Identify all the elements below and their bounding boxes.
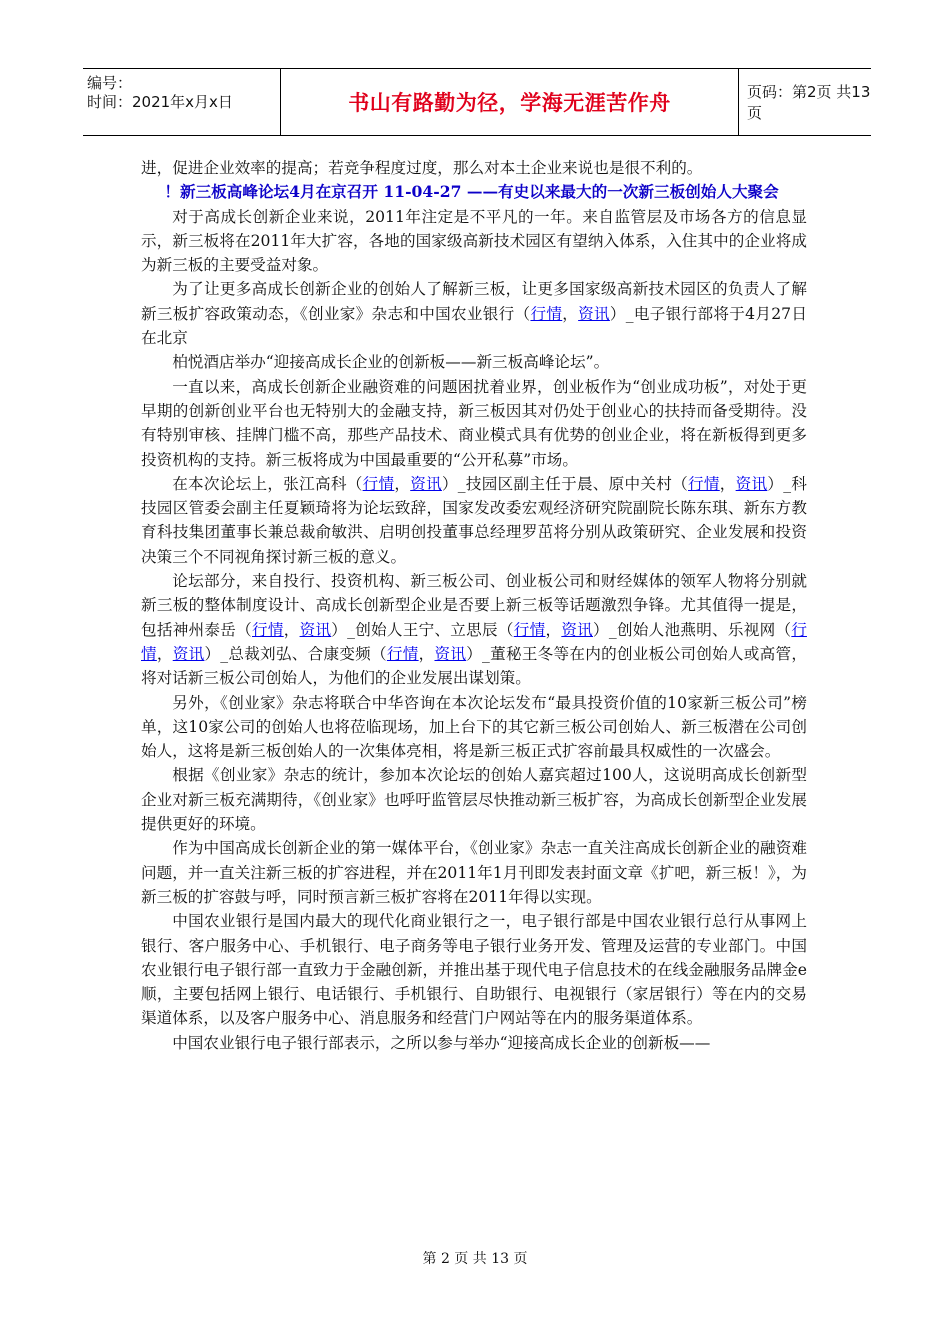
quote-link[interactable]: 行情 [513,620,546,639]
news-link[interactable]: 资讯 [299,620,332,639]
quote-link[interactable]: 行情 [386,644,419,663]
paragraph: 根据《创业家》杂志的统计，参加本次论坛的创始人嘉宾超过100人，这说明高成长创新型企业对新三板充满期待，《创业家》也呼吁监管层尽快推动新三板扩容，为高成长创新型企业发展提供更好的环境。 [141,766,807,834]
text-run: ）_总裁刘弘、合康变频（ [204,644,387,663]
link-separator: ， [418,644,435,663]
paragraph [141,472,807,569]
paragraph: 中国农业银行是国内最大的现代化商业银行之一，电子银行部是中国农业银行总行从事网上银行、客户服务中心、手机银行、电子商务等电子银行业务开发、管理及运营的专业部门。中国农业银行电子银行部一直致力于金融创新，并推出基于现代电子信息技术的在线金融服务品牌金e顺，主要包括网上银行、电话银行、手机银行、自助银行、电视银行（家居银行）等在内的交易渠道体系，以及客户服务中心、消息服务和经营门户网站等在内的服务渠道体系。 [141,912,807,1028]
paragraph: 对于高成长创新企业来说，2011年注定是不平凡的一年。来自监管层及市场各方的信息显示，新三板将在2011年大扩容，各地的国家级高新技术园区有望纳入体系，入住其中的企业将成为新三板的主要受益对象。 [141,207,807,275]
paragraph [141,569,807,690]
document-body [141,156,807,1055]
news-link[interactable]: 资讯 [172,644,205,663]
link-separator: ， [545,620,562,639]
header-page-label: 页码：第2页 共13页 [747,83,871,122]
news-link[interactable]: 资讯 [578,304,610,323]
link-separator: ， [283,620,300,639]
page-footer: 第 2 页 共 13 页 [422,1251,528,1267]
quote-link[interactable]: 行情 [688,474,720,493]
link-separator: ， [394,474,411,493]
paragraph: 中国农业银行电子银行部表示，之所以参与举办“迎接高成长企业的创新板—— [172,1033,711,1052]
quote-link[interactable]: 行情 [530,304,563,323]
text-run: 为了让更多高成长创新企业的创始人了解新三板，让更多国家级高新技术园区的负责人了解新三板扩容政策动态，《创业家》杂志和中国农业银行（ [141,280,807,323]
link-separator: ， [156,644,173,663]
text-run: ）_电子银行部将于4月27日在北京 [141,304,807,348]
text-run: ）_技园区副主任于晨、原中关村（ [441,474,689,493]
quote-link[interactable]: 行情 [362,474,395,493]
paragraph-continued: 进，促进企业效率的提高；若竞争程度过度，那么对本土企业来说也是很不利的。 [141,159,703,177]
paragraph: 另外，《创业家》杂志将联合中华咨询在本次论坛发布“最具投资价值的10家新三板公司”榜单，这10家公司的创始人也将莅临现场，加上台下的其它新三板公司创始人、新三板潜在公司创始人，这将是新三板创始人的一次集体亮相，将是新三板正式扩容前最具权威性的一次盛会。 [141,693,807,761]
text-run: ）_创始人池燕明、乐视网（ [593,620,792,639]
paragraph [141,277,807,350]
header-motto-cell [281,69,739,135]
header-meta [83,69,281,135]
article-title: ！新三板高峰论坛4月在京召开 11-04-27 ——有史以来最大的一次新三板创始人大聚会 [164,182,779,202]
header-motto: 书山有路勤为径，学海无涯苦作舟 [348,91,671,115]
quote-link[interactable]: 行情 [141,620,807,663]
header-date-label: 时间：2021年x月x日 [87,93,233,111]
link-separator: ， [562,304,579,323]
text-run: 在本次论坛上，张江高科（ [172,474,363,493]
news-link[interactable]: 资讯 [434,644,467,663]
text-run: ）_科技园区管委会副主任夏颖琦将为论坛致辞，国家发改委宏观经济研究院副院长陈东琪、新东方教育科技集团董事长兼总裁俞敏洪、启明创投董事总经理罗茁将分别从政策研究、企业发展和投资决策三个不同视角探讨新三板的意义。 [141,474,807,566]
header-page-cell [739,69,871,135]
news-link[interactable]: 资讯 [561,620,594,639]
page-header [83,68,871,136]
paragraph: 柏悦酒店举办“迎接高成长企业的创新板——新三板高峰论坛”。 [172,353,610,372]
paragraph: 一直以来，高成长创新企业融资难的问题困扰着业界，创业板作为“创业成功板”，对处于更早期的创新创业平台也无特别大的金融支持，新三板因其对仍处于创业心的扶持而备受期待。没有特别审核、挂牌门槛不高，那些产品技术、商业模式具有优势的创业企业，将在新板得到更多投资机构的支持。新三板将成为中国最重要的“公开私募”市场。 [141,377,807,469]
news-link[interactable]: 资讯 [735,474,768,493]
paragraph: 作为中国高成长创新企业的第一媒体平台，《创业家》杂志一直关注高成长创新企业的融资难问题，并一直关注新三板的扩容进程，并在2011年1月刊即发表封面文章《扩吧，新三板！》，为新三板的扩容鼓与呼，同时预言新三板扩容将在2011年得以实现。 [141,839,807,906]
text-run: 论坛部分，来自投行、投资机构、新三板公司、创业板公司和财经媒体的领军人物将分别就新三板的整体制度设计、高成长创新型企业是否要上新三板等话题激烈争锋。尤其值得一提是，包括神州泰岳（ [141,572,807,639]
text-run: ）_创始人王宁、立思辰（ [331,620,514,639]
text-run: ）_董秘王冬等在内的创业板公司创始人或高管，将对话新三板公司创始人，为他们的企业发展出谋划策。 [141,644,807,688]
link-separator: ， [719,474,736,493]
quote-link[interactable]: 行情 [251,620,284,639]
header-number-label: 编号： [87,74,133,92]
news-link[interactable]: 资讯 [410,474,442,493]
